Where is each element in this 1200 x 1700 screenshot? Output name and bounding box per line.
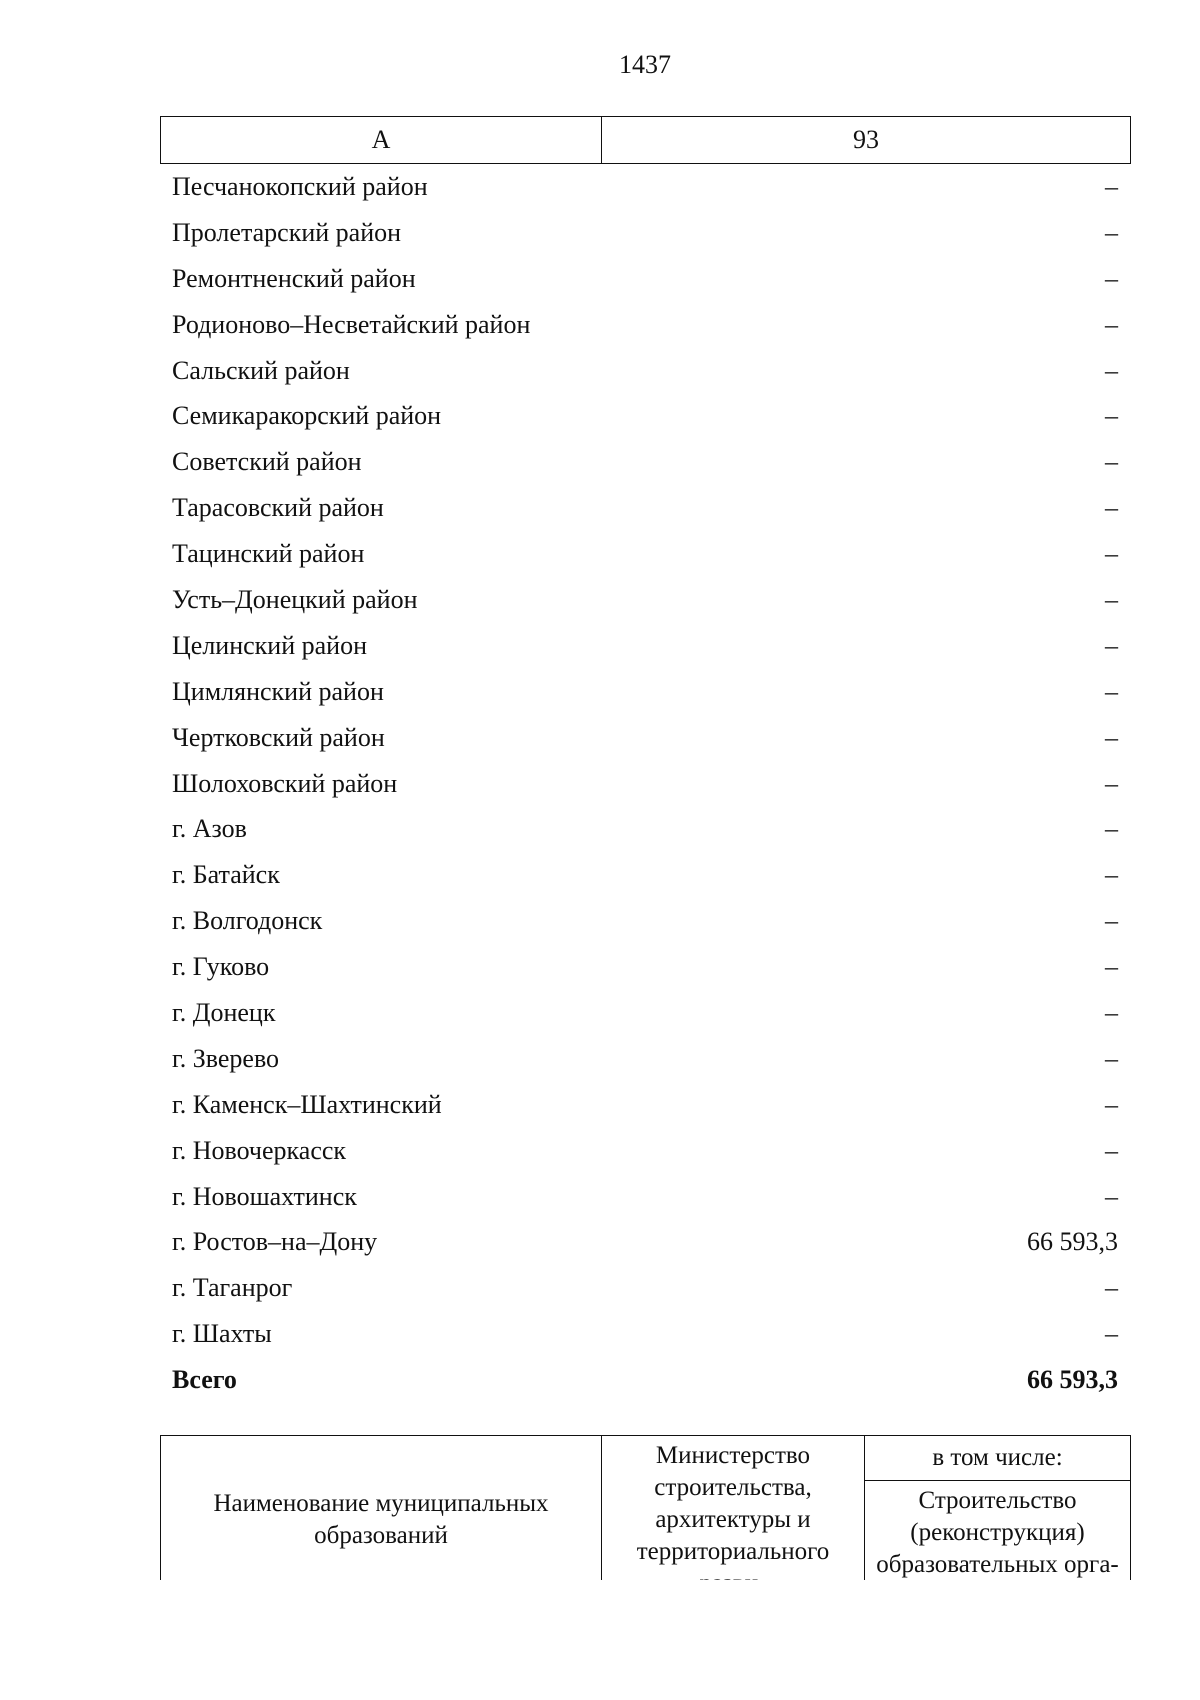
- row-value: –: [1105, 998, 1118, 1028]
- row-name: г. Донецк: [172, 998, 276, 1028]
- row-name: г. Волгодонск: [172, 906, 323, 936]
- row-name: Усть–Донецкий район: [172, 585, 418, 615]
- row-value: –: [1105, 1089, 1118, 1119]
- table-row: [160, 210, 1130, 256]
- row-value: –: [1105, 493, 1118, 523]
- table-row: [160, 1219, 1130, 1265]
- row-value: –: [1105, 263, 1118, 293]
- row-value: –: [1105, 1135, 1118, 1165]
- table-row: [160, 1174, 1130, 1220]
- row-name: Песчанокопский район: [172, 172, 428, 201]
- row-name: г. Батайск: [172, 860, 280, 890]
- row-value: –: [1105, 585, 1118, 615]
- row-name: г. Новошахтинск: [172, 1181, 357, 1211]
- row-value: –: [1105, 722, 1118, 752]
- row-value: –: [1105, 172, 1118, 201]
- row-value: –: [1105, 768, 1118, 798]
- table-row: [160, 1128, 1130, 1174]
- table-row: [160, 348, 1130, 394]
- page-number: 1437: [619, 50, 671, 79]
- total-label: Всего: [172, 1365, 237, 1395]
- table-row: [160, 531, 1130, 577]
- row-name: Сальский район: [172, 355, 350, 385]
- row-name: Шолоховский район: [172, 768, 398, 798]
- row-name: Советский район: [172, 447, 362, 477]
- table-row: [160, 1082, 1130, 1128]
- table-row: [160, 715, 1130, 761]
- table-row: [160, 1265, 1130, 1311]
- table-row: [160, 485, 1130, 531]
- table-row: [160, 623, 1130, 669]
- table-row: [160, 164, 1130, 210]
- table-header: [160, 116, 1131, 164]
- row-value: 66 593,3: [1027, 1227, 1118, 1257]
- table-row: [160, 761, 1130, 807]
- row-name: Целинский район: [172, 630, 367, 660]
- row-value: –: [1105, 630, 1118, 660]
- next-col-municipalities: Наименование муниципальных образований: [161, 1436, 602, 1605]
- table-row: [160, 990, 1130, 1036]
- row-name: г. Ростов–на–Дону: [172, 1227, 378, 1257]
- table-row: [160, 302, 1130, 348]
- row-value: –: [1105, 1043, 1118, 1073]
- table-row: [160, 393, 1130, 439]
- row-value: –: [1105, 309, 1118, 339]
- row-name: Тарасовский район: [172, 493, 384, 523]
- row-name: г. Азов: [172, 814, 247, 844]
- header-col-b: 93: [602, 117, 1131, 164]
- row-value: –: [1105, 676, 1118, 706]
- row-value: –: [1105, 1273, 1118, 1303]
- row-value: –: [1105, 401, 1118, 431]
- row-name: Родионово–Несветайский район: [172, 309, 531, 339]
- page-bottom-cutoff: [150, 1580, 1150, 1700]
- row-value: –: [1105, 447, 1118, 477]
- row-value: –: [1105, 814, 1118, 844]
- row-name: Чертковский район: [172, 722, 385, 752]
- row-name: Семикаракорский район: [172, 401, 442, 431]
- table-row: [160, 852, 1130, 898]
- row-value: –: [1105, 1319, 1118, 1349]
- row-name: г. Гуково: [172, 952, 270, 982]
- row-value: –: [1105, 355, 1118, 385]
- row-name: г. Новочеркасск: [172, 1135, 347, 1165]
- row-name: Пролетарский район: [172, 217, 402, 247]
- next-col-including: в том числе:: [865, 1436, 1131, 1481]
- row-value: –: [1105, 906, 1118, 936]
- total-value: 66 593,3: [1027, 1365, 1118, 1395]
- row-name: г. Шахты: [172, 1319, 272, 1349]
- row-name: г. Таганрог: [172, 1273, 293, 1303]
- row-name: Тацинский район: [172, 539, 365, 569]
- total-row: [160, 1357, 1130, 1403]
- table-row: [160, 256, 1130, 302]
- table-body: [160, 164, 1130, 1403]
- next-col-construction: Строительство (реконструкция) образовательных орга-: [865, 1481, 1131, 1605]
- row-name: Цимлянский район: [172, 676, 384, 706]
- row-value: –: [1105, 1181, 1118, 1211]
- table-row: [160, 577, 1130, 623]
- table-row: [160, 1036, 1130, 1082]
- row-value: –: [1105, 539, 1118, 569]
- table-row: [160, 944, 1130, 990]
- row-value: –: [1105, 952, 1118, 982]
- table-row: [160, 806, 1130, 852]
- row-name: Ремонтненский район: [172, 263, 416, 293]
- next-col-ministry: Министерство строительства, архитектуры и территориального: [602, 1436, 865, 1605]
- table-row: [160, 1311, 1130, 1357]
- row-name: г. Зверево: [172, 1043, 280, 1073]
- row-value: –: [1105, 860, 1118, 890]
- table-row: [160, 439, 1130, 485]
- row-name: г. Каменск–Шахтинский: [172, 1089, 442, 1119]
- table-row: [160, 898, 1130, 944]
- header-col-a: А: [161, 117, 602, 164]
- row-value: –: [1105, 217, 1118, 247]
- table-row: [160, 669, 1130, 715]
